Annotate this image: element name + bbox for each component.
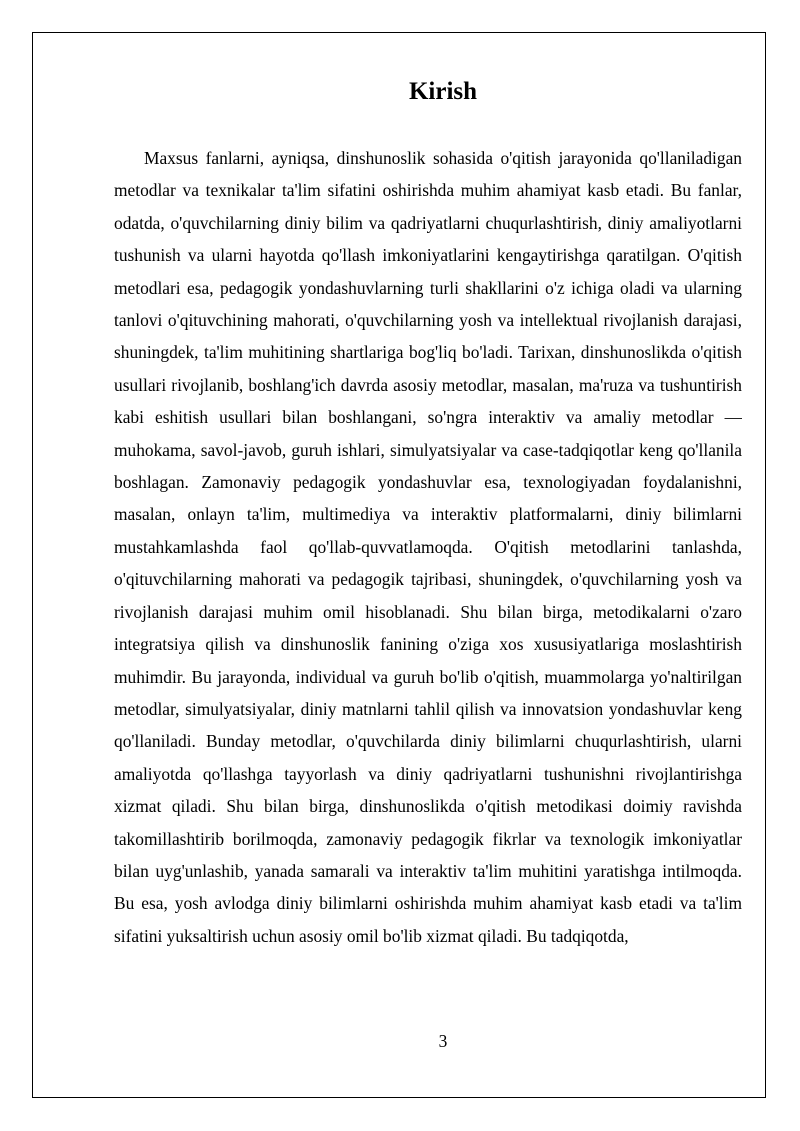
page-title: Kirish: [408, 78, 478, 105]
page-number: 3: [438, 1031, 448, 1051]
body-paragraph: Maxsus fanlarni, ayniqsa, dinshunoslik sohasida o'qitish jarayonida qo'llaniladigan metodlar va texnikalar ta'lim sifatini oshirishda muhim ahamiyat kasb etadi. Bu fanlar, odatda, o'quvchilarning diniy bilim va qadriyatlarni chuqurlashtirish, diniy amaliyotlarni tushunish va ularni hayotda qo'llash imkoniyatlarini kengaytirishga qaratilgan. O'qitish metodlari esa, pedagogik yondashuvlarning turli shakllarini o'z ichiga oladi va ularning tanlovi o'qituvchining mahorati, o'quvchilarning yosh va intellektual rivojlanish darajasi, shuningdek, ta'lim muhitining shartlariga bog'liq bo'ladi. Tarixan, dinshunoslikda o'qitish usullari rivojlanib, boshlang'ich davrda asosiy metodlar, masalan, ma'ruza va tushuntirish kabi eshitish usullari bilan boshlangani, so'ngra interaktiv va amaliy metodlar — muhokama, savol-javob, guruh ishlari, simulyatsiyalar va case-tadqiqotlar keng qo'llanila boshlagan. Zamonaviy pedagogik yondashuvlar esa, texnologiyadan foydalanishni, masalan, onlayn ta'lim, multimediya va interaktiv platformalarni, diniy bilimlarni mustahkamlashda faol qo'llab-quvvatlamoqda. O'qitish metodlarini tanlashda, o'qituvchilarning mahorati va pedagogik tajribasi, shuningdek, o'quvchilarning yosh va rivojlanish darajasi muhim omil hisoblanadi. Shu bilan birga, metodikalarni o'zaro integratsiya qilish va dinshunoslik fanining o'ziga xos xususiyatlariga moslashtirish muhimdir. Bu jarayonda, individual va guruh bo'lib o'qitish, muammolarga yo'naltirilgan metodlar, simulyatsiyalar, diniy matnlarni tahlil qilish va innovatsion yondashuvlar keng qo'llaniladi. Bunday metodlar, o'quvchilarda diniy bilimlarni chuqurlashtirish, ularni amaliyotda qo'llashga tayyorlash va diniy qadriyatlarni tushunishni rivojlantirishga xizmat qiladi. Shu bilan birga, dinshunoslikda o'qitish metodikasi doimiy ravishda takomillashtirib borilmoqda, zamonaviy pedagogik fikrlar va texnologik imkoniyatlar bilan uyg'unlashib, yanada samarali va interaktiv ta'lim muhitini yaratishga intilmoqda. Bu esa, yosh avlodga diniy bilimlarni oshirishda muhim ahamiyat kasb etadi va ta'lim sifatini yuksaltirish uchun asosiy omil bo'lib xizmat qiladi. Bu tadqiqotda,: [114, 148, 742, 946]
